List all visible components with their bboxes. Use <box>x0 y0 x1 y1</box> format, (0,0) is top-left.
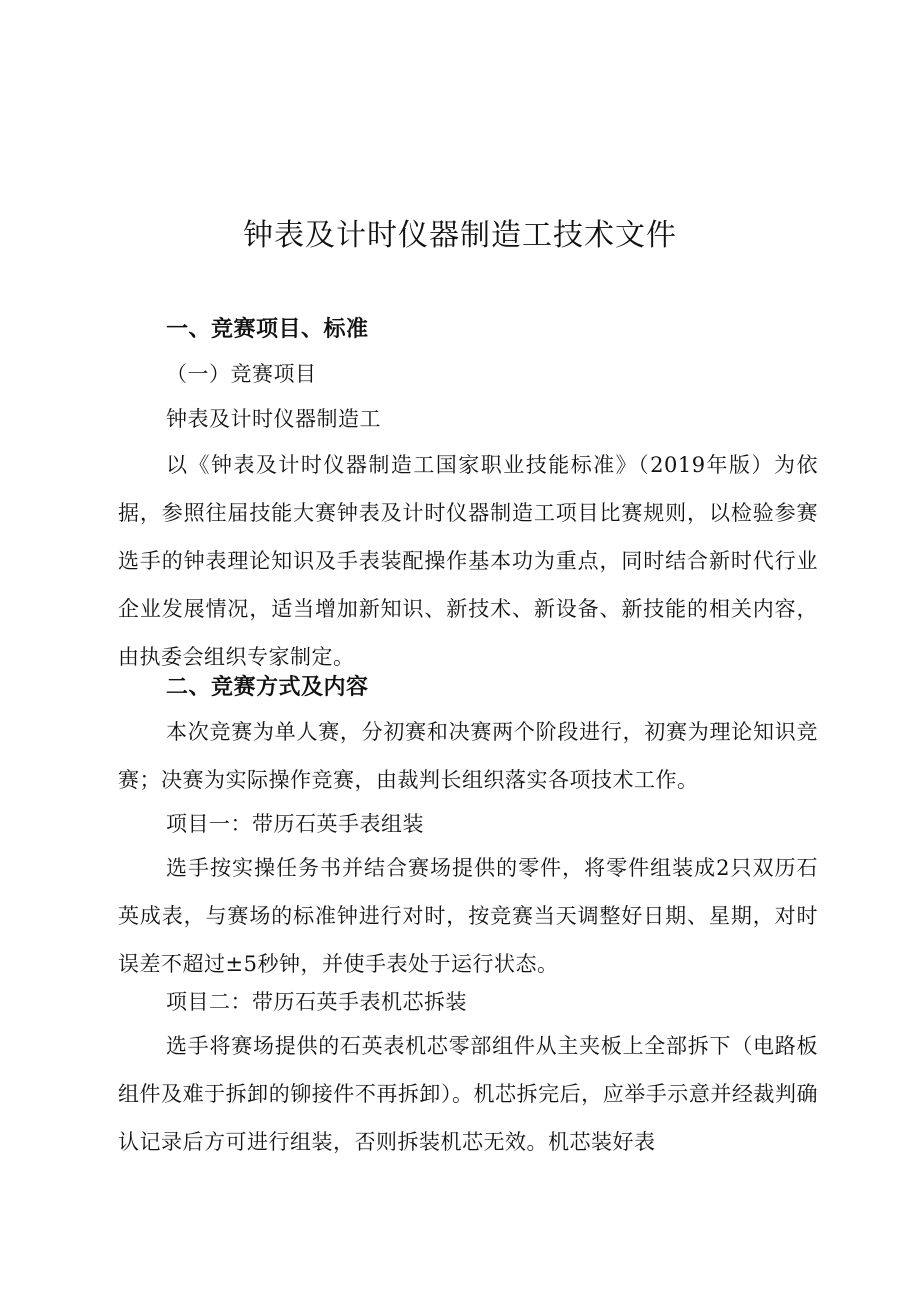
section-2-heading: 二、竞赛方式及内容 <box>166 675 369 700</box>
section-2-intro: 本次竞赛为单人赛，分初赛和决赛两个阶段进行，初赛为理论知识竞赛；决赛为实际操作竞赛，由裁判长组织落实各项技术工作。 <box>118 720 818 792</box>
section-1-paragraph: 以《钟表及计时仪器制造工国家职业技能标准》（2019年版）为依据，参照往届技能大赛钟表及计时仪器制造工项目比赛规则，以检验参赛选手的钟表理论知识及手表装配操作基本功为重点，同时结合新时代行业企业发展情况，适当增加新知识、新技术、新设备、新技能的相关内容，由执委会组织专家制定。 <box>118 453 818 669</box>
item-2-text: 选手将赛场提供的石英表机芯零部组件从主夹板上全部拆下（电路板组件及难于拆卸的铆接件不再拆卸）。机芯拆完后，应举手示意并经裁判确认记录后方可进行组装，否则拆装机芯无效。机芯装好表 <box>118 1034 818 1154</box>
item-2-title: 项目二：带历石英手表机芯拆装 <box>166 990 467 1014</box>
document-title: 钟表及计时仪器制造工技术文件 <box>243 218 677 253</box>
project-name: 钟表及计时仪器制造工 <box>166 407 381 431</box>
section-1-sub-heading: （一）竞赛项目 <box>166 362 317 386</box>
section-1-heading: 一、竞赛项目、标准 <box>166 317 369 342</box>
item-1-title: 项目一：带历石英手表组装 <box>166 812 424 836</box>
item-1-text: 选手按实操任务书并结合赛场提供的零件，将零件组装成2只双历石英成表，与赛场的标准钟进行对时，按竞赛当天调整好日期、星期，对时误差不超过±5秒钟，并使手表处于运行状态。 <box>118 856 818 976</box>
